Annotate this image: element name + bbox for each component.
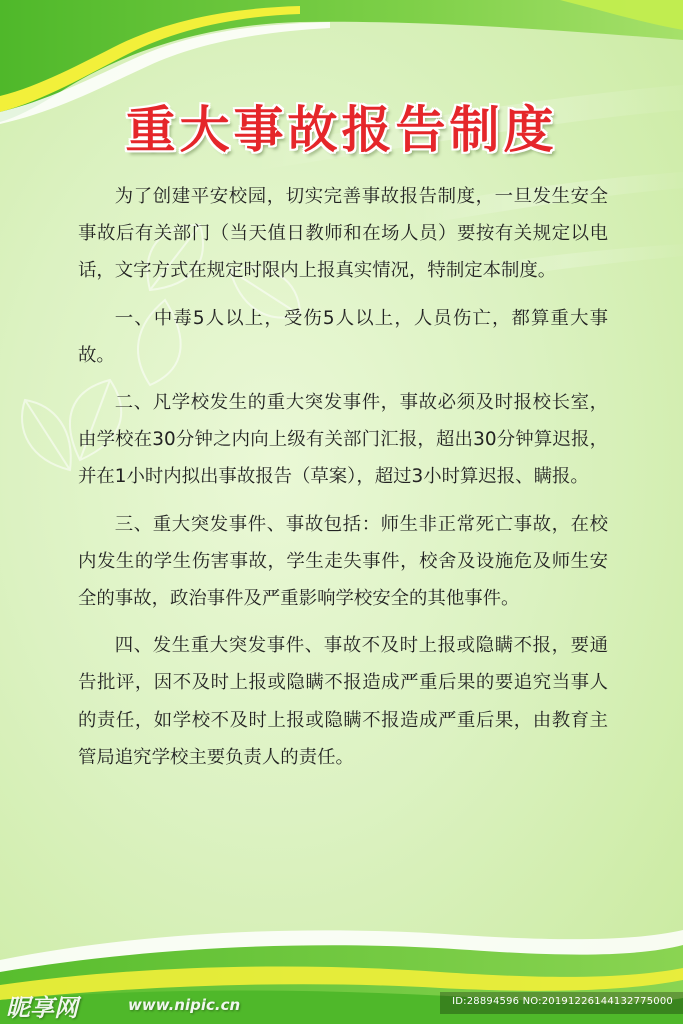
poster-title: 重大事故报告制度 (125, 100, 558, 159)
watermark-url: www.nipic.cn (128, 996, 241, 1014)
paragraph-rule-2: 二、凡学校发生的重大突发事件，事故必须及时报校长室，由学校在30分钟之内向上级有关部门汇报，超出30分钟算迟报，并在1小时内拟出事故报告（草案），超过3小时算迟报、瞒报。 (78, 392, 608, 488)
watermark-logo: 昵享网 (6, 994, 78, 1022)
paragraph-rule-4: 四、发生重大突发事件、事故不及时上报或隐瞒不报，要通告批评，因不及时上报或隐瞒不报造成严重后果的要追究当事人的责任，如学校不及时上报或隐瞒不报造成严重后果，由教育主管局追究学校主要负责人的责任。 (78, 635, 608, 768)
watermark-id-text: ID:28894596 NO:20191226144132775000 (452, 996, 673, 1007)
poster-body (78, 178, 608, 776)
paragraph-intro: 为了创建平安校园，切实完善事故报告制度，一旦发生安全事故后有关部门（当天值日教师和在场人员）要按有关规定以电话，文字方式在规定时限内上报真实情况，特制定本制度。 (78, 186, 608, 282)
paragraph-rule-3: 三、重大突发事件、事故包括：师生非正常死亡事故，在校内发生的学生伤害事故，学生走失事件，校舍及设施危及师生安全的事故，政治事件及严重影响学校安全的其他事件。 (78, 513, 608, 610)
paragraph-rule-1: 一、中毒5人以上，受伤5人以上，人员伤亡，都算重大事故。 (78, 307, 608, 366)
